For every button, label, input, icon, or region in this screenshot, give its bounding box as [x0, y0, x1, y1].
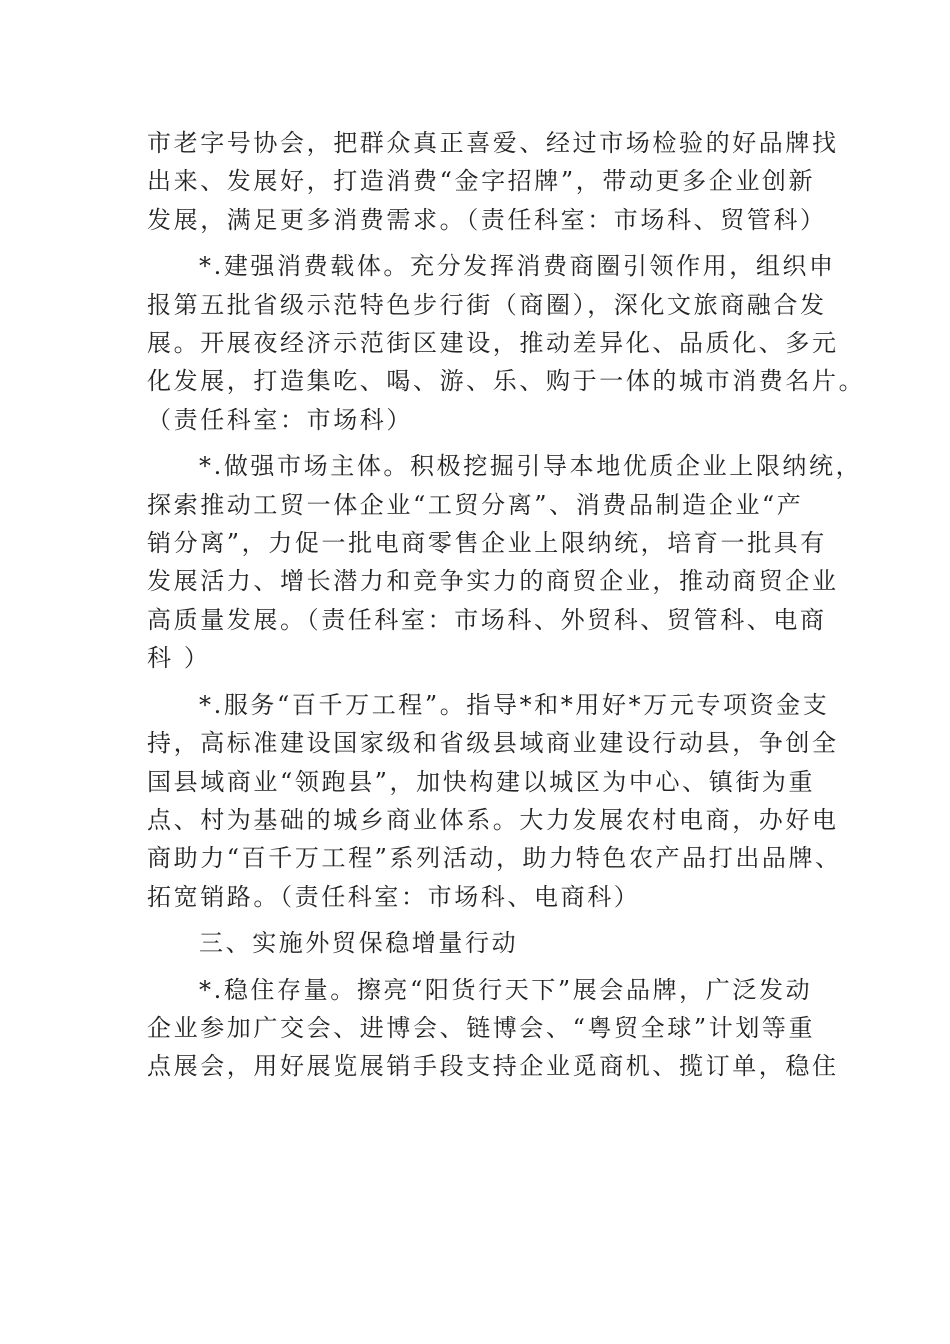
- text-line: 国县域商业“领跑县”，加快构建以城区为中心、镇街为重: [147, 767, 816, 796]
- text-line: 拓宽销路。（责任科室：市场科、电商科）: [147, 882, 641, 911]
- paragraph-old-brands: [147, 124, 839, 239]
- text-line: 市老字号协会，把群众真正喜爱、经过市场检验的好品牌找: [147, 129, 839, 157]
- text-line: 高质量发展。（责任科室：市场科、外贸科、贸管科、电商: [147, 605, 827, 634]
- text-line: *.建强消费载体。充分发挥消费商圈引领作用，组织申: [199, 252, 836, 281]
- text-line: 化发展，打造集吃、喝、游、乐、购于一体的城市消费名片。: [147, 367, 866, 396]
- text-line: 报第五批省级示范特色步行街（商圈），深化文旅商融合发: [147, 290, 827, 319]
- document-body: [147, 124, 866, 1094]
- section-heading: 三、实施外贸保稳增量行动: [199, 929, 519, 958]
- paragraph-consumption-carriers: [147, 247, 866, 439]
- text-line: 展。开展夜经济示范街区建设，推动差异化、品质化、多元: [147, 329, 839, 358]
- text-line: 发展，满足更多消费需求。（责任科室：市场科、贸管科）: [147, 205, 827, 234]
- paragraph-hundred-thousand-project: [147, 686, 842, 916]
- text-line: *.稳住存量。擦亮“阳货行天下”展会品牌，广泛发动: [199, 975, 813, 1004]
- text-line: （责任科室：市场科）: [147, 405, 413, 434]
- text-line: 出来、发展好，打造消费“金字招牌”，带动更多企业创新: [147, 167, 816, 196]
- text-line: 发展活力、增长潜力和竞争实力的商贸企业，推动商贸企业: [147, 567, 839, 596]
- text-line: 点展会，用好展览展销手段支持企业觅商机、揽订单，稳住: [147, 1052, 839, 1081]
- paragraph-market-entities: [147, 447, 863, 677]
- text-line: 点、村为基础的城乡商业体系。大力发展农村电商，办好电: [147, 805, 839, 834]
- text-line: 探索推动工贸一体企业“工贸分离”、消费品制造企业“产: [147, 490, 804, 519]
- text-line: 企业参加广交会、进博会、链博会、“粤贸全球”计划等重: [147, 1013, 816, 1042]
- text-line: *.服务“百千万工程”。指导*和*用好*万元专项资金支: [199, 690, 830, 719]
- paragraph-stabilize-stock: [147, 971, 839, 1086]
- text-line: 销分离”，力促一批电商零售企业上限纳统，培育一批具有: [147, 529, 827, 558]
- text-line: 商助力“百千万工程”系列活动，助力特色农产品打出品牌、: [147, 844, 842, 873]
- text-line: *.做强市场主体。积极挖掘引导本地优质企业上限纳统，: [199, 452, 863, 481]
- text-line: 科 ）: [147, 644, 211, 673]
- text-line: 持，高标准建设国家级和省级县域商业建设行动县，争创全: [147, 729, 839, 758]
